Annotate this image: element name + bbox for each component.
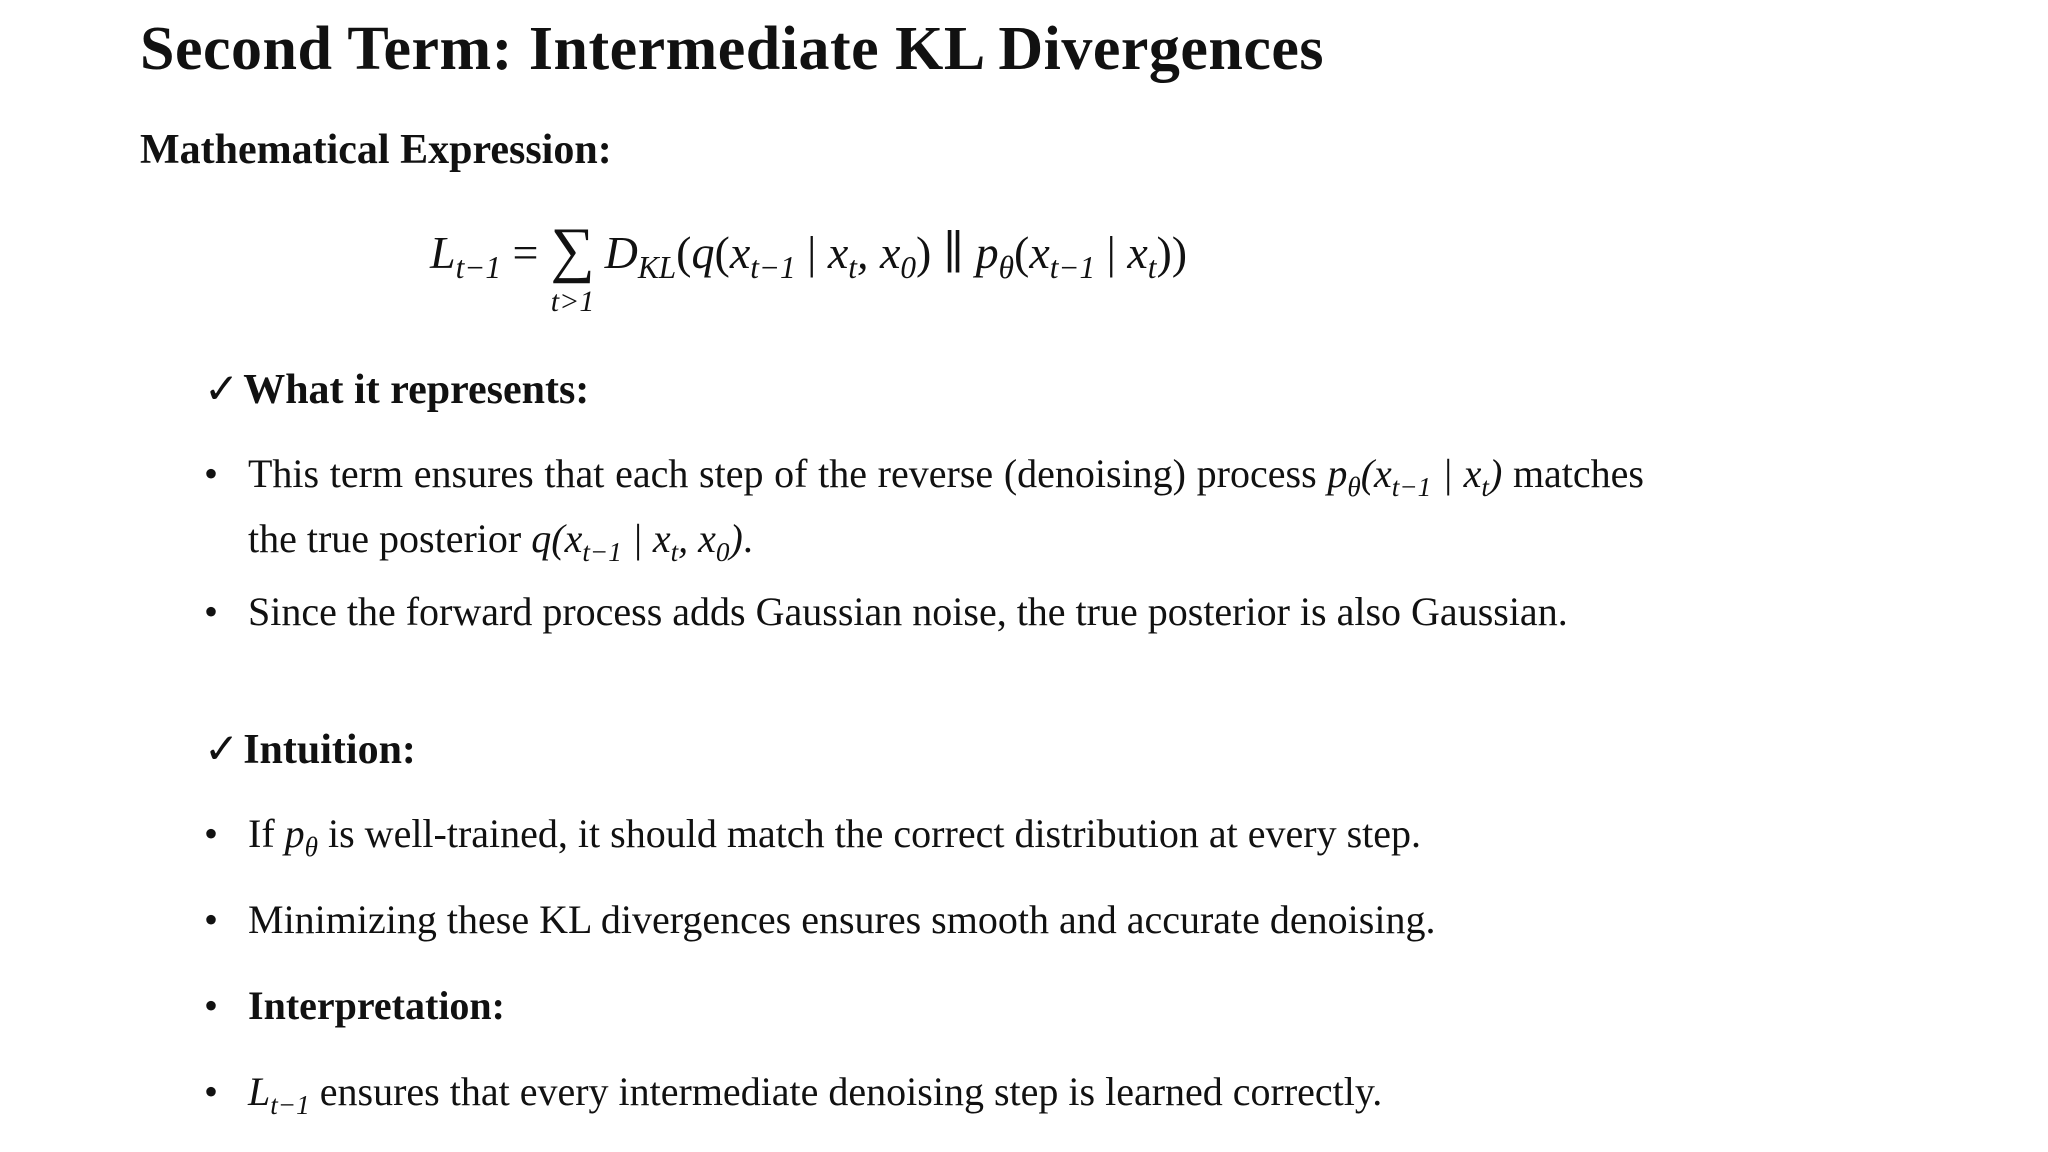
- represents-label: What it represents:: [243, 367, 590, 413]
- list-item: [204, 894, 1644, 946]
- bullet-text: Minimizing these KL divergences ensures smooth and accurate denoising.: [248, 897, 1436, 942]
- bullet-icon: •: [204, 1069, 219, 1114]
- bullet-text: This term ensures that each step of the reverse (denoising) process $p_\theta(x_{t-1}$ | $x_t$) matches the true posterior $q(x_{t-1}$ | $x_t$, $x_0$).: [248, 451, 1644, 567]
- kl-equation: [430, 218, 1187, 320]
- list-item: [204, 808, 1644, 873]
- summation-sign: ∑: [550, 216, 595, 284]
- intuition-label: Intuition:: [243, 727, 416, 773]
- intuition-heading: [204, 724, 416, 774]
- bullet-text: $L_{t-1}$ ensures that every intermediate denoising step is learned correctly.: [248, 1069, 1383, 1120]
- summation-subscript: t>1: [550, 285, 595, 318]
- bullet-icon: •: [204, 811, 219, 856]
- list-item: [204, 448, 1644, 578]
- bullet-icon: •: [204, 451, 219, 496]
- represents-heading: [204, 364, 589, 414]
- checkmark-icon: ✓: [204, 727, 240, 773]
- bullet-text: If $p_\theta$ is well-trained, it should match the correct distribution at every step.: [248, 811, 1422, 862]
- bullet-icon: •: [204, 589, 219, 634]
- slide-title: Second Term: Intermediate KL Divergences: [140, 15, 1325, 83]
- equation-rhs: $D_{KL}(q(x_{t-1}$ | $x_t$, $x_0$) ∥ $p_\theta(x_{t-1}$ | $x_t$)): [604, 227, 1188, 286]
- bullet-icon: •: [204, 897, 219, 942]
- math-expression-heading: Mathematical Expression:: [140, 127, 612, 173]
- checkmark-icon: ✓: [204, 367, 240, 413]
- bullet-text: Since the forward process adds Gaussian noise, the true posterior is also Gaussian.: [248, 589, 1568, 634]
- list-item: [204, 1066, 1644, 1131]
- equation-lhs: $L_{t-1}$ =: [430, 227, 539, 286]
- interpretation-label: Interpretation:: [248, 983, 505, 1028]
- list-item: [204, 586, 1644, 638]
- interpretation-heading: [204, 980, 1644, 1032]
- bullet-icon: •: [204, 983, 219, 1028]
- summation: [550, 218, 594, 320]
